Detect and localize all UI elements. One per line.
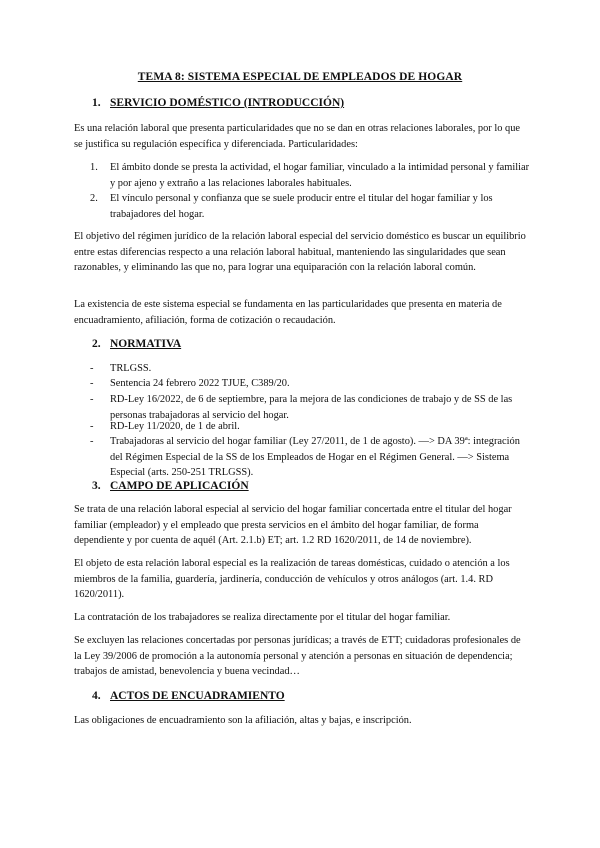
list-number: 1. <box>90 162 98 173</box>
section-title: CAMPO DE APLICACIÓN <box>110 480 249 492</box>
section-title: ACTOS DE ENCUADRAMIENTO <box>110 690 285 702</box>
section-title: SERVICIO DOMÉSTICO (INTRODUCCIÓN) <box>110 97 345 109</box>
paragraph: El objeto de esta relación laboral especial es la realización de tareas domésticas, cuidado o atención a los miembros de la familia, guardería, jardinería, conducción de vehículos y otros análogos (art. 1.4. RD 1620/2011). <box>74 558 510 600</box>
list-item-text: El vínculo personal y confianza que se suele producir entre el titular del hogar familiar y los trabajadores del hogar. <box>110 193 493 220</box>
paragraph: Las obligaciones de encuadramiento son la afiliación, altas y bajas, e inscripción. <box>74 715 412 726</box>
list-item-text: Trabajadoras al servicio del hogar familiar (Ley 27/2011, de 1 de agosto). —> DA 39ª: integración del Régimen Especial de la SS de los Empleados de Hogar en el Régimen General. —> Sistema Especial (arts. 250-251 TRLGSS). <box>110 436 520 478</box>
list-item-text: RD-Ley 11/2020, de 1 de abril. <box>110 421 240 432</box>
paragraph: La existencia de este sistema especial se fundamenta en las particularidades que presenta en materia de encuadramiento, afiliación, forma de cotización o recaudación. <box>74 299 502 326</box>
section-heading-1 <box>92 97 344 109</box>
paragraph: El objetivo del régimen jurídico de la relación laboral especial del servicio doméstico es buscar un equilibrio entre estas diferencias respecto a una relación laboral habitual, manteniendo las singularidades que sean razonables, y eliminando las que no, para lograr una equiparación con la relación laboral común. <box>74 231 526 273</box>
list-item-text: TRLGSS. <box>110 363 152 374</box>
section-number: 2. <box>92 338 101 350</box>
paragraph: Se trata de una relación laboral especial al servicio del hogar familiar concertada entre el titular del hogar familiar (empleador) y el empleado que presta servicios en el ámbito del hogar familiar, de forma dependiente y por cuenta de aquél (Art. 2.1.b) ET; art. 1.2 RD 1620/2011, de 14 de noviembre). <box>74 504 512 546</box>
section-number: 1. <box>92 97 101 109</box>
list-item-text: El ámbito donde se presta la actividad, el hogar familiar, vinculado a la intimidad personal y familiar y por ajeno y extraño a las relaciones laborales habituales. <box>110 162 530 189</box>
paragraph: La contratación de los trabajadores se realiza directamente por el titular del hogar familiar. <box>74 612 451 623</box>
section-number: 3. <box>92 480 101 492</box>
paragraph: Es una relación laboral que presenta particularidades que no se dan en otras relaciones laborales, por lo que se justifica su regulación específica y diferenciada. Particularidades: <box>74 123 521 150</box>
list-item-text: Sentencia 24 febrero 2022 TJUE, C389/20. <box>110 378 290 389</box>
list-number: 2. <box>90 193 98 204</box>
document-title: TEMA 8: SISTEMA ESPECIAL DE EMPLEADOS DE HOGAR <box>137 71 463 83</box>
section-number: 4. <box>92 690 101 702</box>
bullet: - <box>90 421 94 432</box>
list-item <box>90 160 530 191</box>
bullet: - <box>90 394 94 405</box>
bullet: - <box>90 436 94 447</box>
list-item <box>90 191 530 222</box>
bullet: - <box>90 378 94 389</box>
list-item-text: RD-Ley 16/2022, de 6 de septiembre, para la mejora de las condiciones de trabajo y de SS de las personas trabajadoras al servicio del hogar. <box>110 394 513 421</box>
section-heading-2 <box>92 338 181 350</box>
section-title: NORMATIVA <box>110 338 182 350</box>
bullet: - <box>90 363 94 374</box>
paragraph: Se excluyen las relaciones concertadas por personas jurídicas; a través de ETT; cuidadoras profesionales de la Ley 39/2006 de promoción a la autonomía personal y atención a personas en situación de dependencia; trabajos de amistad, benevolencia y buena vecindad… <box>74 635 521 677</box>
section-heading-4 <box>92 690 285 702</box>
section-heading-3 <box>92 480 249 492</box>
